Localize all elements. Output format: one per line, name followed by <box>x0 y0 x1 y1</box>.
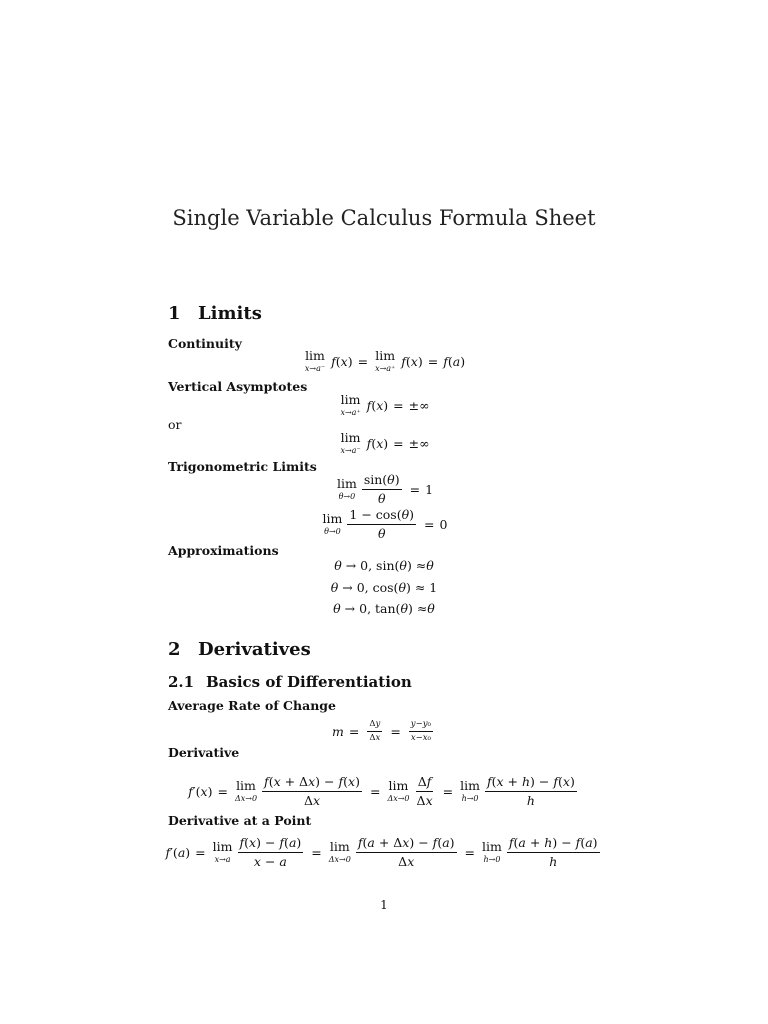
formula-trig-sin: lim θ→0 $\frac{\sin(\theta)}{\theta}$ = 1 <box>336 472 434 506</box>
formula-approx-tan: θ → 0, tan( θ ) ≈ θ <box>333 601 435 616</box>
formula-derivative-at-point: f ′( a ) = lim x→a $\frac{f(x) - f(a)}{x - a}$ = lim Δx→0 $\frac{f(a + \Delta x) - f(a)}{\Delta x}$ = lim h→0 $\frac{f(a + h) - f(a)}{h}$ <box>165 835 598 869</box>
formula-average-rate: m = $\frac{\Delta y}{\Delta x}$ = $\frac{\text{y−y₀}}{\text{x−x₀}}$ <box>332 719 431 744</box>
label-derivative: Derivative <box>168 745 240 760</box>
label-average-rate-of-change: Average Rate of Change <box>168 698 336 713</box>
formula-approx-sin: θ → 0, sin( θ ) ≈ θ <box>334 558 434 573</box>
formula-vertical-asymptote-right: lim x→a⁺ f ( x ) = ±∞ <box>340 392 430 417</box>
label-derivative-at-a-point: Derivative at a Point <box>168 813 312 828</box>
document-title: Single Variable Calculus Formula Sheet <box>172 206 596 230</box>
label-trigonometric-limits: Trigonometric Limits <box>168 459 317 474</box>
formula-approx-cos: θ → 0, cos( θ ) ≈ 1 <box>330 580 438 595</box>
formula-continuity: lim x→a⁻ f ( x ) = lim x→a⁺ f ( x ) = f ( a ) <box>304 348 466 373</box>
section-title: Derivatives <box>198 639 311 660</box>
subsection-number: 2.1 <box>168 673 195 691</box>
label-vertical-asymptotes: Vertical Asymptotes <box>168 379 308 394</box>
label-continuity: Continuity <box>168 336 242 351</box>
section-heading-derivatives <box>168 639 311 660</box>
subsection-heading-basics <box>168 673 412 691</box>
text-or: or <box>168 417 182 432</box>
formula-derivative: f ′( x ) = lim Δx→0 $\frac{f(x + \Delta x) - f(x)}{\Delta x}$ = lim Δx→0 $\frac{\Delta f}{\Delta x}$ = lim h→0 $\frac{f(x + h) - f(x)}{h}$ <box>188 774 575 808</box>
section-number: 1 <box>168 303 181 324</box>
formula-trig-cos: lim θ→0 $\frac{1 - \cos(\theta)}{\theta}$ = 0 <box>322 507 448 541</box>
formula-vertical-asymptote-left: lim x→a⁻ f ( x ) = ±∞ <box>340 430 430 455</box>
label-approximations: Approximations <box>168 543 279 558</box>
section-heading-limits <box>168 303 262 324</box>
section-title: Limits <box>198 303 262 324</box>
section-number: 2 <box>168 639 181 660</box>
subsection-title: Basics of Differentiation <box>206 673 412 691</box>
page-number: 1 <box>380 898 388 912</box>
